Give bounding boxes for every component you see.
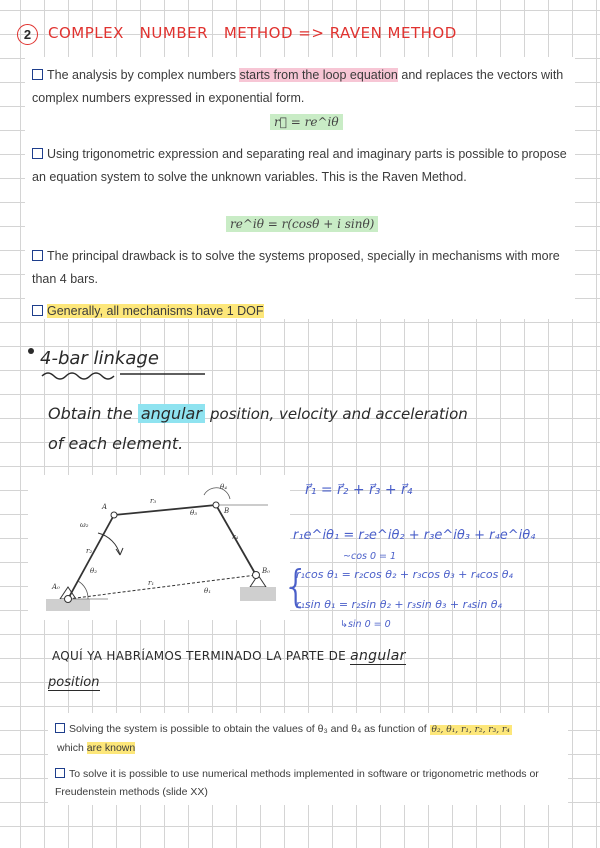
- checkbox-icon: [32, 148, 43, 159]
- label-r4: r₄: [232, 533, 239, 541]
- notes-line-1: Obtain the angular position, velocity and acceleration: [48, 404, 468, 423]
- highlight-angular: angular: [138, 404, 205, 423]
- four-bar-diagram: [28, 475, 290, 620]
- label-omega2: ω₂: [80, 521, 89, 529]
- bullet-dot: [28, 348, 34, 354]
- label-b: B: [224, 507, 230, 515]
- arrow-omega2: [116, 548, 123, 555]
- bullet-dof: Generally, all mechanisms have 1 DOF: [32, 300, 264, 323]
- formula-trig: re^iθ = r(cosθ + i sinθ): [226, 216, 378, 232]
- title-number-circle: [17, 24, 38, 45]
- heading-4-bar-linkage: 4-bar linkage: [40, 348, 159, 369]
- eq-real-part: r₁cos θ₁ = r₂cos θ₂ + r₃cos θ₃ + r₄cos θ₄: [296, 568, 513, 581]
- bullet-raven-method: Using trigonometric expression and separating real and imaginary parts is possible to propose an equation system to solve the unknown variables. This is the Raven Method.: [32, 147, 567, 184]
- arc-omega2: [98, 533, 120, 555]
- eq-sin-note: ↳sin 0 = 0: [340, 619, 391, 630]
- joint-a0: [65, 596, 72, 603]
- checkbox-icon: [32, 69, 43, 80]
- eq-imag-part: r₁sin θ₁ = r₂sin θ₂ + r₃sin θ₃ + r₄sin θ₄: [296, 598, 502, 611]
- eq-system-brace: {: [282, 561, 310, 612]
- label-r2: r₂: [86, 547, 93, 555]
- label-theta4: θ₄: [220, 483, 228, 491]
- bullet-drawback: The principal drawback is to solve the systems proposed, specially in mechanisms with more than 4 bars.: [32, 249, 560, 286]
- arc-theta2: [78, 581, 88, 599]
- label-a0: A₀: [52, 583, 60, 591]
- heading-underline: [40, 368, 210, 382]
- page-title: COMPLEX NUMBER METHOD => RAVEN METHOD: [48, 24, 457, 42]
- bullet-solving-system: Solving the system is possible to obtain the values of θ₃ and θ₄ as function of θ₂, θ₁, r₁, r₂, r₃, r₄ which are known: [57, 723, 510, 754]
- link-r1: [68, 575, 256, 599]
- formula-exponential: r⃗ = re^iθ: [270, 114, 343, 130]
- joint-b0: [253, 572, 260, 579]
- spanish-note: AQUÍ YA HABRÍAMOS TERMINADO LA PARTE DE angular: [52, 648, 406, 664]
- link-r2: [68, 515, 114, 599]
- ground-support-b0: [240, 575, 276, 601]
- checkbox-icon: [55, 768, 65, 778]
- highlight-loop-equation: starts from the loop equation: [239, 68, 398, 82]
- label-b0: B₀: [262, 567, 270, 575]
- label-theta3: θ₃: [190, 509, 198, 517]
- spanish-note-position: position: [48, 675, 100, 690]
- label-r3: r₃: [150, 497, 157, 505]
- label-theta1: θ₁: [204, 587, 212, 595]
- notes-line-2: of each element.: [48, 434, 184, 453]
- eq-complex-loop: r₁e^iθ₁ = r₂e^iθ₂ + r₃e^iθ₃ + r₄e^iθ₄: [293, 528, 536, 543]
- checkbox-icon: [55, 723, 65, 733]
- eq-cos-note: ~cos 0 = 1: [343, 551, 397, 562]
- bullet-numerical-methods: To solve it is possible to use numerical methods implemented in software or trigonometric methods or Freudenstein methods (slide XX): [55, 768, 539, 798]
- checkbox-icon: [32, 250, 43, 261]
- joint-b: [213, 502, 219, 508]
- bullet-loop-equation: The analysis by complex numbers starts from the loop equation and replaces the vectors with complex numbers expressed in exponential form.: [32, 68, 564, 105]
- link-r3: [114, 505, 216, 515]
- checkbox-icon: [32, 305, 43, 316]
- label-r1: r₁: [148, 579, 155, 587]
- joint-a: [111, 512, 117, 518]
- label-a: A: [102, 503, 108, 511]
- eq-vector-loop: r⃗₁ = r⃗₂ + r⃗₃ + r⃗₄: [305, 482, 413, 498]
- title-number: 2: [23, 27, 32, 42]
- label-theta2: θ₂: [90, 567, 98, 575]
